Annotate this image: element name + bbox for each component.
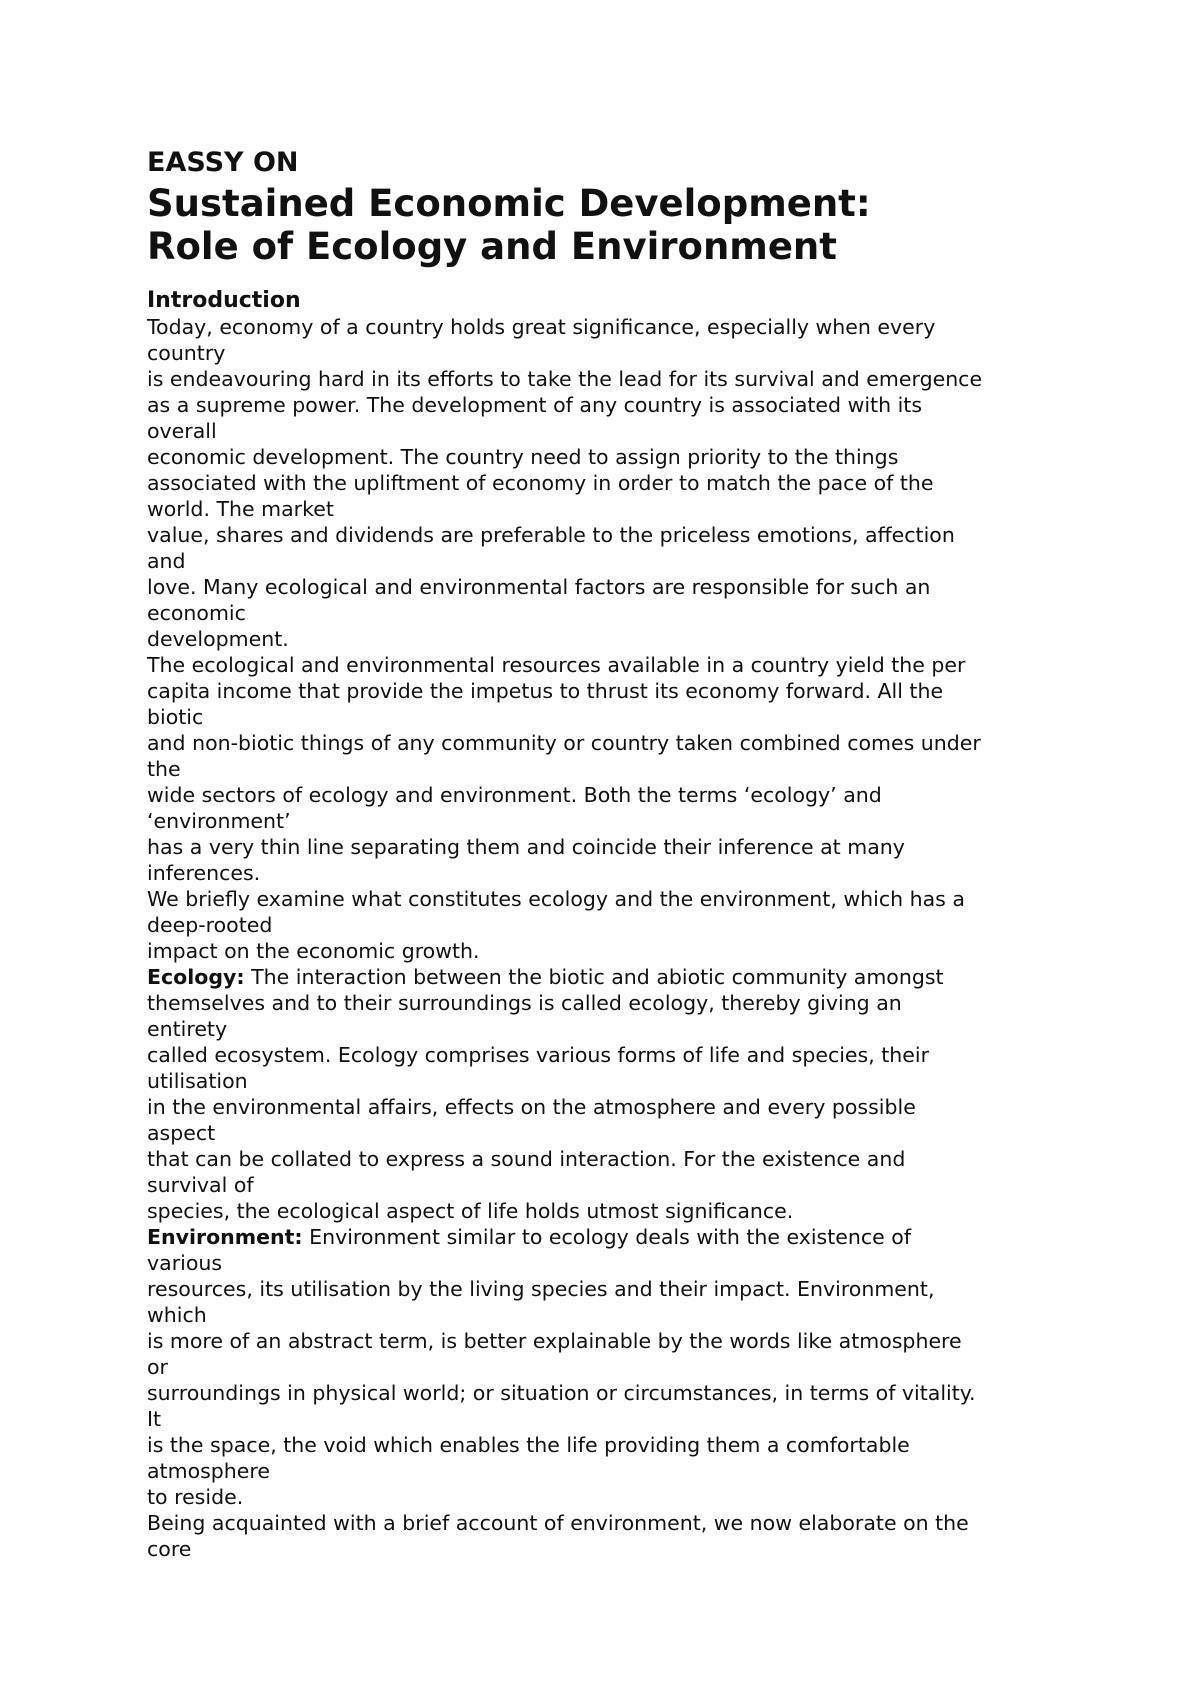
text-line: survival of <box>147 1173 254 1197</box>
intro-heading: Introduction <box>147 288 301 313</box>
text-line: has a very thin line separating them and coincide their inference at many <box>147 835 905 859</box>
text-line: overall <box>147 419 217 443</box>
text-line: associated with the upliftment of economy in order to match the pace of the <box>147 471 934 495</box>
intro-paragraph <box>147 314 1087 964</box>
text-line: Being acquainted with a brief account of environment, we now elaborate on the <box>147 1511 969 1535</box>
text-line: and <box>147 549 186 573</box>
text-line: or <box>147 1355 168 1379</box>
text-line: species, the ecological aspect of life holds utmost significance. <box>147 1199 794 1223</box>
text-line: called ecosystem. Ecology comprises various forms of life and species, their <box>147 1043 930 1067</box>
text-line: country <box>147 341 226 365</box>
title-line: Role of Ecology and Environment <box>147 225 837 268</box>
environment-label: Environment: <box>147 1225 303 1249</box>
ecology-paragraph <box>147 964 1087 1224</box>
document-page <box>147 146 1087 1562</box>
text-line: atmosphere <box>147 1459 270 1483</box>
text-line: various <box>147 1251 223 1275</box>
text-line: surroundings in physical world; or situation or circumstances, in terms of vitality. <box>147 1381 976 1405</box>
text-line: value, shares and dividends are preferable to the priceless emotions, affection <box>147 523 955 547</box>
text-line: which <box>147 1303 207 1327</box>
text-line: is endeavouring hard in its efforts to take the lead for its survival and emergence <box>147 367 983 391</box>
text-line: The ecological and environmental resources available in a country yield the per <box>147 653 966 677</box>
text-line: love. Many ecological and environmental factors are responsible for such an <box>147 575 931 599</box>
main-title <box>147 182 1087 268</box>
ecology-first-line-text: The interaction between the biotic and abiotic community amongst <box>244 965 944 989</box>
text-line: to reside. <box>147 1485 244 1509</box>
text-line: development. <box>147 627 289 651</box>
ecology-label: Ecology: <box>147 965 245 989</box>
text-line: ‘environment’ <box>147 809 291 833</box>
text-line: economic <box>147 601 246 625</box>
text-line: inferences. <box>147 861 261 885</box>
text-line: utilisation <box>147 1069 248 1093</box>
text-line: world. The market <box>147 497 334 521</box>
text-line: in the environmental affairs, effects on the atmosphere and every possible <box>147 1095 916 1119</box>
environment-paragraph <box>147 1224 1087 1562</box>
text-line: capita income that provide the impetus to thrust its economy forward. All the <box>147 679 944 703</box>
text-line: themselves and to their surroundings is called ecology, thereby giving an <box>147 991 902 1015</box>
text-line: economic development. The country need to assign priority to the things <box>147 445 899 469</box>
text-line: impact on the economic growth. <box>147 939 480 963</box>
text-line: core <box>147 1537 192 1561</box>
text-line: and non-biotic things of any community or country taken combined comes under <box>147 731 981 755</box>
text-line: that can be collated to express a sound interaction. For the existence and <box>147 1147 906 1171</box>
text-line: aspect <box>147 1121 216 1145</box>
title-line: Sustained Economic Development: <box>147 182 871 225</box>
environment-first-line-text: Environment similar to ecology deals with the existence of <box>302 1225 912 1249</box>
ecology-first-line <box>147 964 1087 990</box>
text-line: It <box>147 1407 162 1431</box>
text-line: biotic <box>147 705 204 729</box>
text-line: is more of an abstract term, is better explainable by the words like atmosphere <box>147 1329 962 1353</box>
text-line: is the space, the void which enables the life providing them a comfortable <box>147 1433 910 1457</box>
environment-first-line <box>147 1224 1087 1250</box>
text-line: We briefly examine what constitutes ecology and the environment, which has a <box>147 887 965 911</box>
text-line: wide sectors of ecology and environment. Both the terms ‘ecology’ and <box>147 783 882 807</box>
pre-title: EASSY ON <box>147 147 299 178</box>
text-line: Today, economy of a country holds great significance, especially when every <box>147 315 936 339</box>
text-line: resources, its utilisation by the living species and their impact. Environment, <box>147 1277 935 1301</box>
text-line: as a supreme power. The development of any country is associated with its <box>147 393 922 417</box>
text-line: deep-rooted <box>147 913 273 937</box>
text-line: the <box>147 757 181 781</box>
text-line: entirety <box>147 1017 228 1041</box>
